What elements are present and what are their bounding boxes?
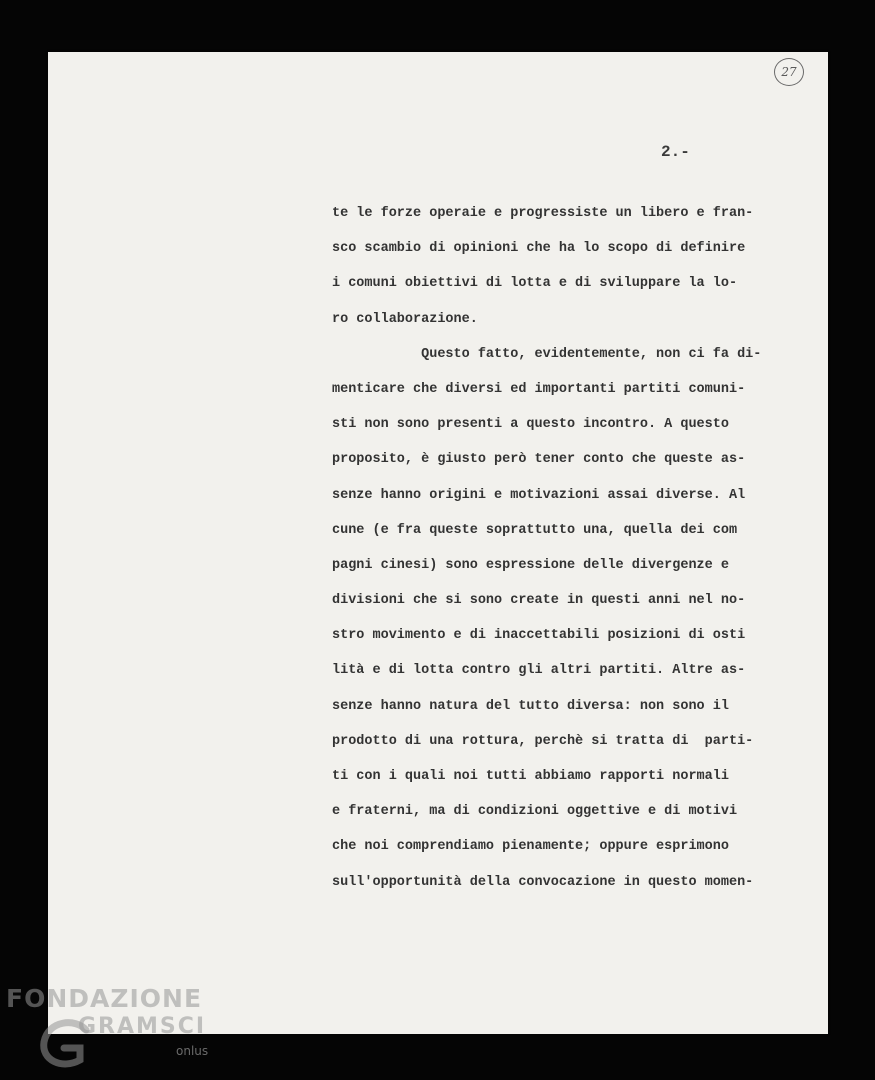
text-line: stro movimento e di inaccettabili posizioni di osti [332,628,746,644]
text-line: sco scambio di opinioni che ha lo scopo di definire [332,241,746,257]
text-line: e fraterni, ma di condizioni oggettive e di motivi [332,804,738,820]
page-number: 2.- [661,143,690,161]
text-line: proposito, è giusto però tener conto che queste as- [332,452,746,468]
text-line: te le forze operaie e progressiste un libero e fran- [332,206,754,221]
text-line: che noi comprendiamo pienamente; oppure esprimono [332,839,729,855]
text-line: lità e di lotta contro gli altri partiti. Altre as- [332,663,746,679]
text-line: sull'opportunità della convocazione in questo momen- [332,874,754,890]
text-line: i comuni obiettivi di lotta e di sviluppare la lo- [332,276,738,292]
watermark-line1: FONDAZIONE [6,984,203,1013]
archive-number-stamp: 27 [774,58,804,86]
text-line: senze hanno natura del tutto diversa: non sono il [332,698,729,714]
text-line: divisioni che si sono create in questi anni nel no- [332,593,746,609]
text-line: Questo fatto, evidentemente, non ci fa di- [332,346,762,362]
foundation-watermark [6,984,226,1074]
typed-text-body [332,199,761,903]
text-line: ro collaborazione. [332,311,478,327]
text-line: prodotto di una rottura, perchè si tratta di parti- [332,733,754,749]
text-line: cune (e fra queste soprattutto una, quella dei com [332,522,738,538]
watermark-line2: GRAMSCI [78,1014,207,1039]
watermark-line3: onlus [176,1044,209,1058]
text-line: ti con i quali noi tutti abbiamo rapporti normali [332,769,729,784]
text-line: pagni cinesi) sono espressione delle divergenze e [332,557,729,573]
text-line: senze hanno origini e motivazioni assai diverse. Al [332,487,746,503]
text-line: sti non sono presenti a questo incontro. A questo [332,417,729,433]
text-line: menticare che diversi ed importanti partiti comuni- [332,381,746,397]
